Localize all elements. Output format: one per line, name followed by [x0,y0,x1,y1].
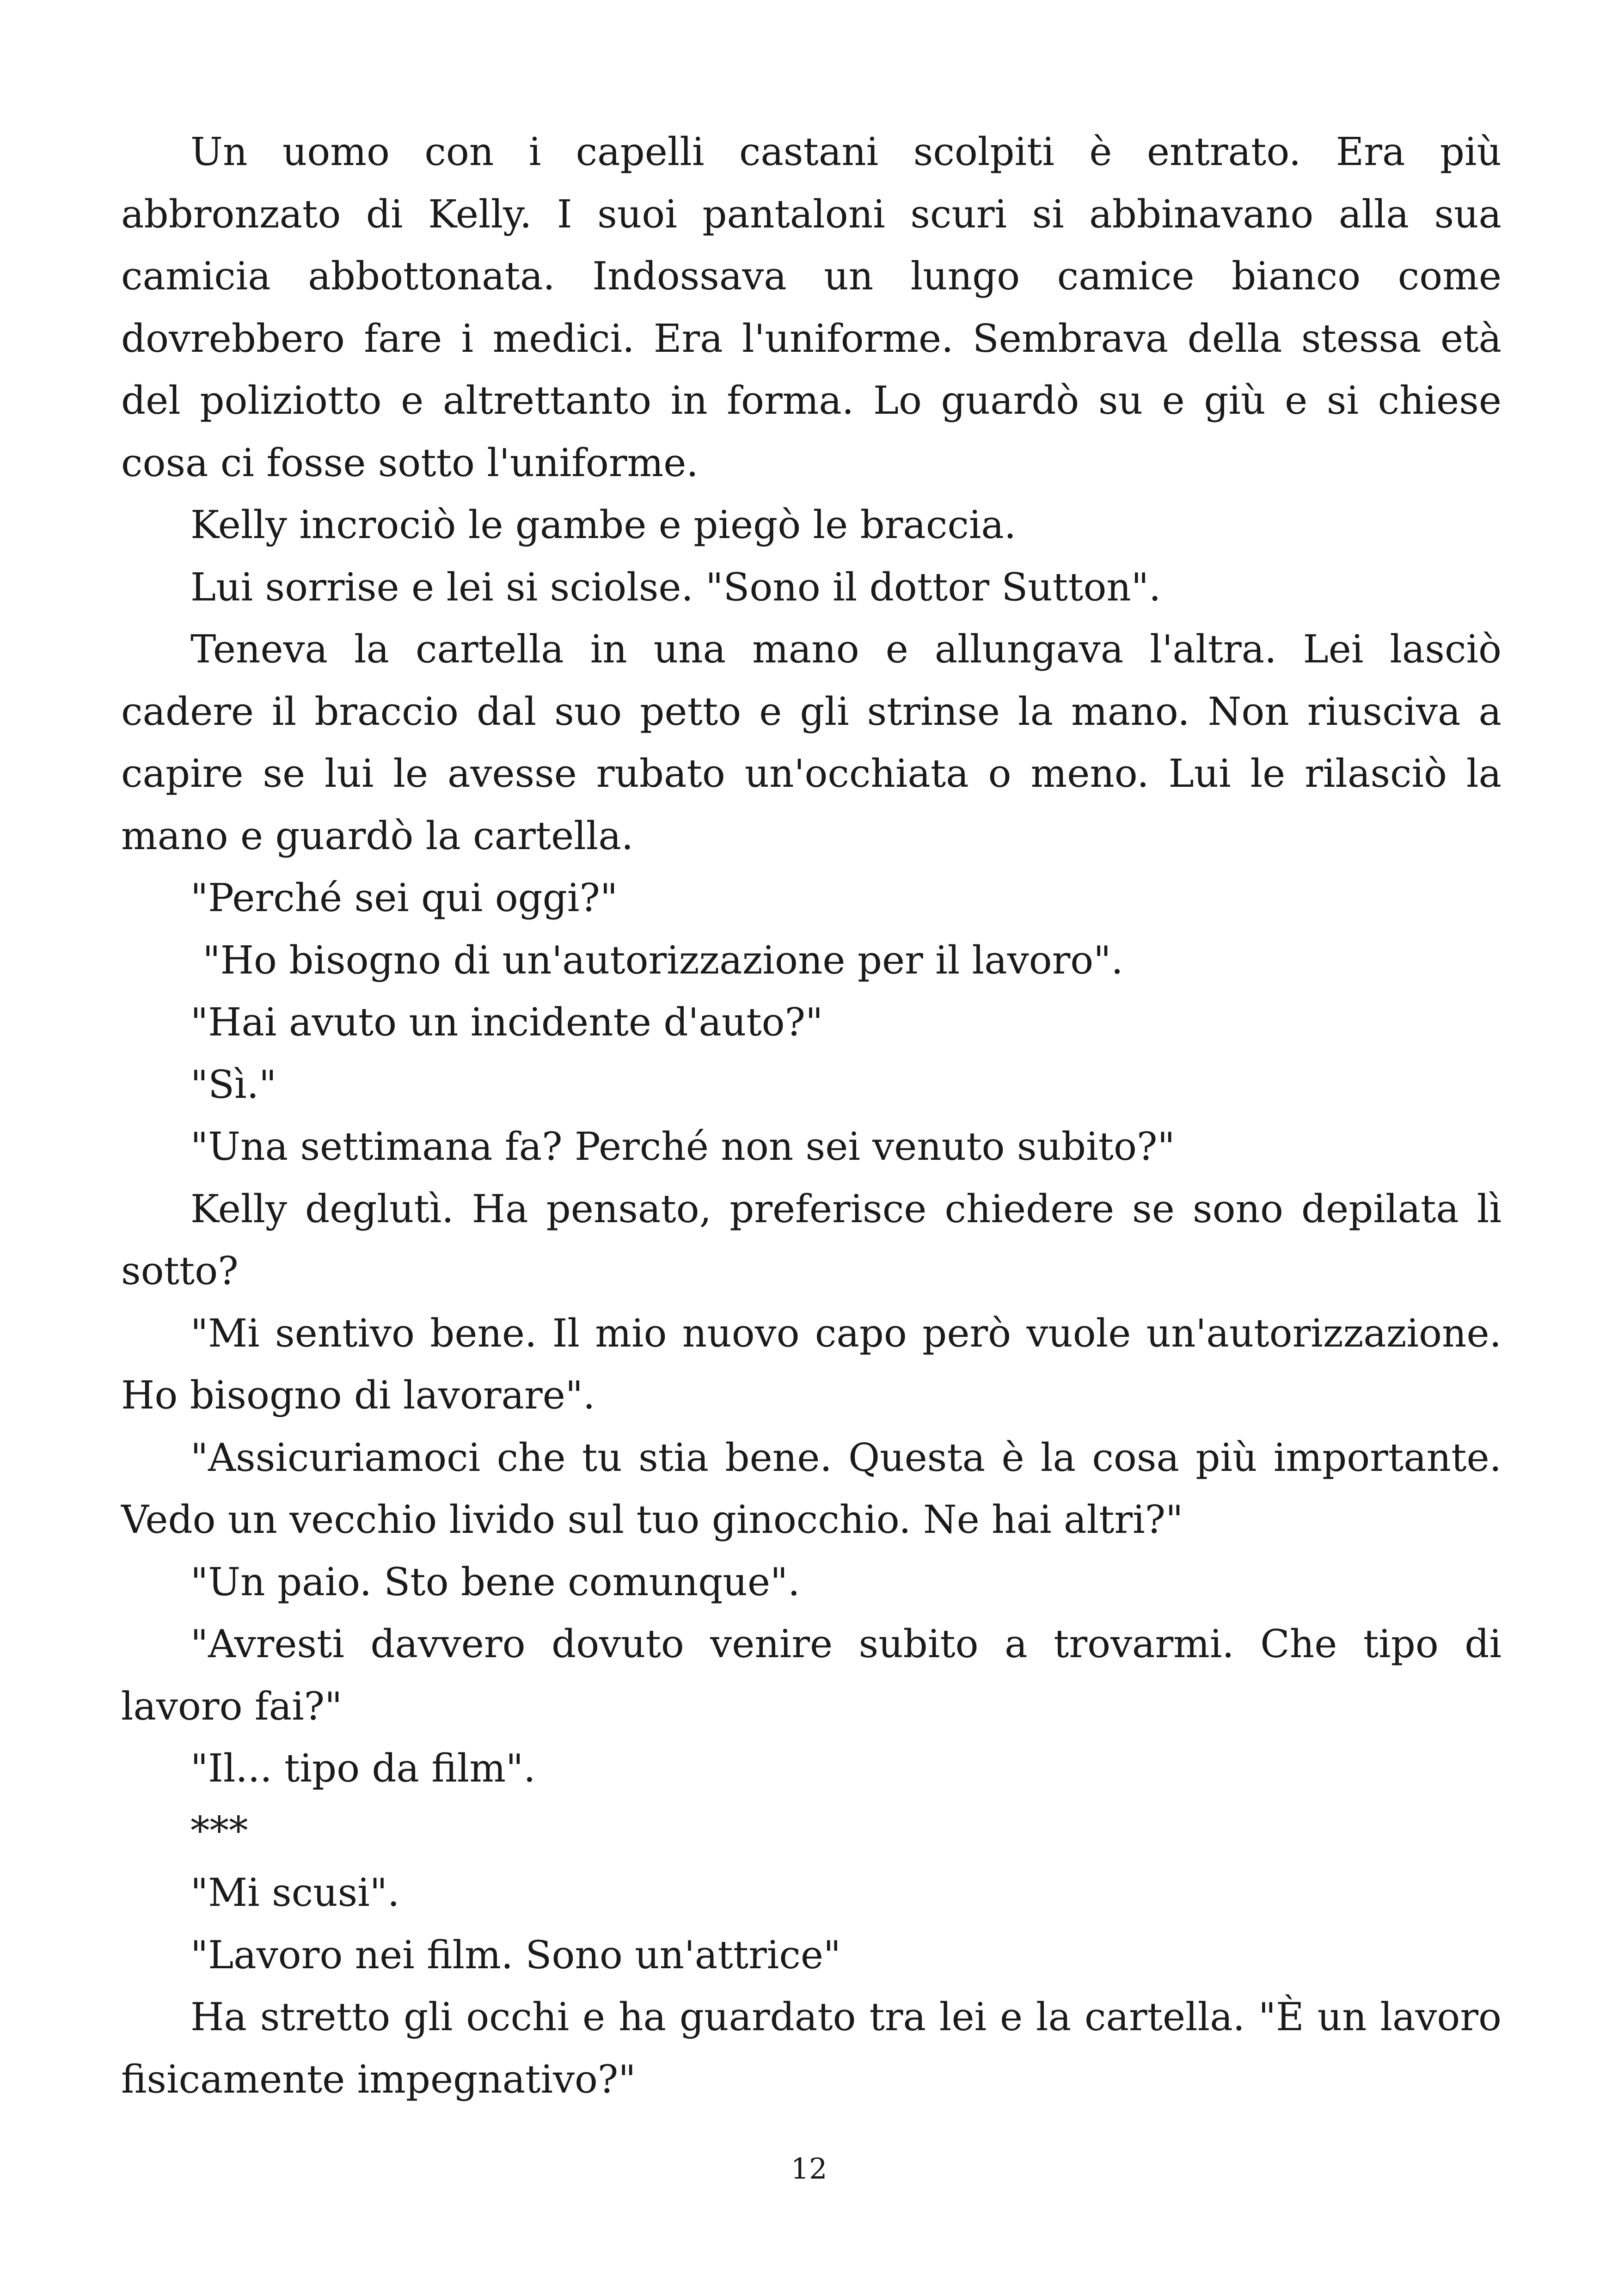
paragraph: "Il... tipo da film". [190,1746,536,1791]
paragraph: "Assicuriamoci che tu stia bene. Questa è la cosa più importante. Vedo un vecchio livido sul tuo ginocchio. Ne hai altri?" [121,1435,1502,1542]
paragraph: Kelly deglutì. Ha pensato, preferisce chiedere se sono depilata lì sotto? [121,1186,1502,1293]
paragraph: "Mi scusi". [190,1870,400,1915]
paragraph: "Una settimana fa? Perché non sei venuto subito?" [190,1124,1175,1169]
paragraph: "Lavoro nei film. Sono un'attrice" [190,1932,841,1978]
page-number: 12 [791,2152,827,2186]
paragraph: Un uomo con i capelli castani scolpiti è entrato. Era più abbronzato di Kelly. I suoi pantaloni scuri si abbinavano alla sua camicia abbottonata. Indossava un lungo camice bianco come dovrebbero fare i medici. Era l'uniforme. Sembrava della stessa età del poliziotto e altrettanto in forma. Lo guardò su e giù e si chiese cosa ci fosse sotto l'uniforme. [121,129,1502,485]
body-text [121,121,1502,2111]
scene-break: *** [190,1808,248,1853]
paragraph: "Hai avuto un incidente d'auto?" [190,1000,823,1045]
paragraph: "Perché sei qui oggi?" [190,876,618,920]
paragraph: Lui sorrise e lei si sciolse. "Sono il dottor Sutton". [190,564,1161,610]
paragraph: Ha stretto gli occhi e ha guardato tra lei e la cartella. "È un lavoro fisicamente impegnativo?" [121,1995,1502,2102]
paragraph: "Avresti davvero dovuto venire subito a trovarmi. Che tipo di lavoro fai?" [121,1622,1502,1729]
paragraph: Kelly incrociò le gambe e piegò le braccia. [190,502,1017,547]
paragraph: "Mi sentivo bene. Il mio nuovo capo però vuole un'autorizzazione. Ho bisogno di lavorare". [121,1310,1502,1418]
paragraph: "Ho bisogno di un'autorizzazione per il lavoro". [190,937,1123,983]
paragraph: "Sì." [190,1062,277,1107]
paragraph: "Un paio. Sto bene comunque". [190,1559,800,1604]
paragraph: Teneva la cartella in una mano e allungava l'altra. Lei lasciò cadere il braccio dal suo petto e gli strinse la mano. Non riusciva a capire se lui le avesse rubato un'occhiata o meno. Lui le rilasciò la mano e guardò la cartella. [121,627,1502,858]
